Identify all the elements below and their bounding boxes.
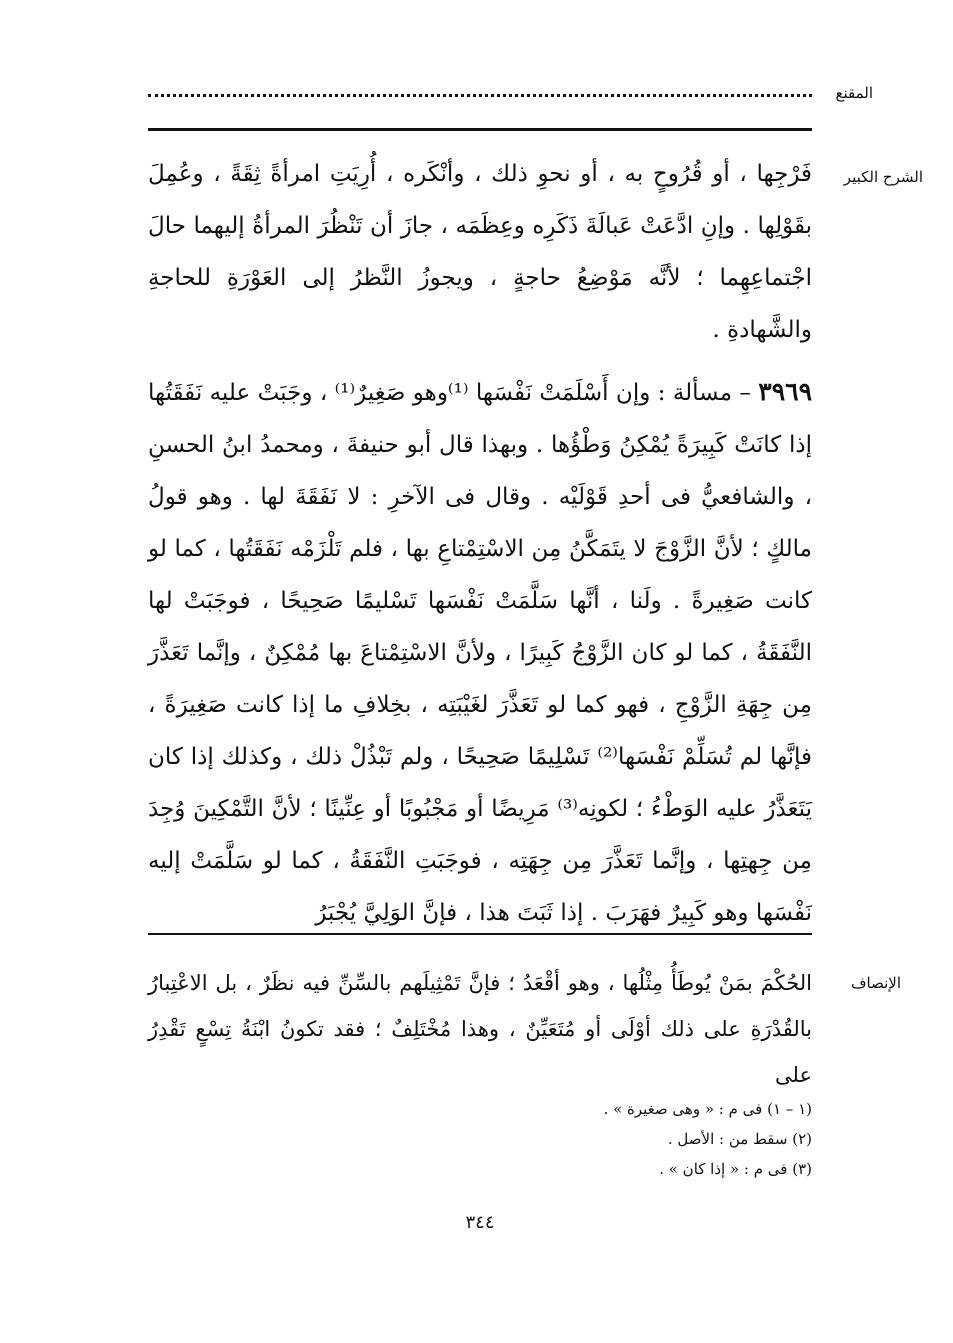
footnotes xyxy=(604,1094,812,1184)
footnote-1: (١ – ١) فى م : « وهى صغيرة » . xyxy=(603,1100,812,1118)
issue-number: ٣٩٦٩ xyxy=(758,377,813,406)
header-rule xyxy=(148,128,812,131)
main-paragraph-1: فَرْجِها ، أو قُرُوحٍ به ، أو نحوِ ذلك ، وأنْكَره ، أُرِيَتِ امرأةً ثِقَةً ، وعُمِلَ بقَوْلِها . وإنِ ادَّعَتْ عَبالَةَ ذَكَرِه وعِظَمَه ، جازَ أن تَنْظُرَ المرأةُ إليهما حالَ اجْتماعِهِما ؛ لأنَّه مَوْضِعُ حاجةٍ ، ويجوزُ النَّظرُ إلى العَوْرَةِ للحاجةِ والشَّهادةِ . xyxy=(148,161,812,343)
footnote-2: (٢) سقط من : الأصل . xyxy=(667,1130,812,1148)
running-header-title: المقنع xyxy=(835,84,873,102)
main-text-block xyxy=(148,148,812,939)
header-dotted-line xyxy=(148,94,812,97)
section-divider xyxy=(148,933,812,935)
main-paragraph-2 xyxy=(148,366,812,939)
sharh-section-label: الشرح الكبير xyxy=(843,168,923,186)
page-number: ٣٤٤ xyxy=(465,1212,495,1233)
insaf-section-label: الإنصاف xyxy=(850,974,901,992)
insaf-text-block: الحُكْمَ بمَنْ يُوطَأُ مِثْلُها ، وهو أقْعَدُ ؛ فإنَّ تَمْثِيلَهم بالسِّنِّ فيه نظَرٌ ، بل الاعْتِبارُ بالقُدْرَةِ على ذلك أوْلَى أو مُتَعَيِّنٌ ، وهذا مُخْتَلِفٌ ؛ فقد تكونُ ابْنَةُ تِسْعٍ تَقْدِرُ على xyxy=(148,971,812,1087)
issue-text: – مسألة : وإن أَسْلَمَتْ نَفْسَها ⁽¹⁾وهو صَغِيرٌ⁽¹⁾ ، وجَبَتْ عليه نَفَقَتُها إذا كانَتْ كَبِيرَةً يُمْكِنُ وَطْؤُها . وبهذا قال أبو حنيفةَ ، ومحمدُ ابنُ الحسنِ ، والشافعيُّ فى أحدِ قَوْلَيْه . وقال فى الآخرِ : لا نَفَقَةَ لها . وهو قولُ مالكٍ ؛ لأنَّ الزَّوْجَ لا يتَمَكَّنُ مِن الاسْتِمْتاعِ بها ، فلم تَلْزَمْه نَفَقَتُها ، كما لو كانت صَغِيرةً . ولَنا ، أنَّها سَلَّمَتْ نَفْسَها تَسْليمًا صَحِيحًا ، فوجَبَتْ لها النَّفَقَةُ ، كما لو كان الزَّوْجُ كَبِيرًا ، ولأنَّ الاسْتِمْتاعَ بها مُمْكِنٌ ، وإنَّما تَعَذَّرَ مِن جِهَةِ الزَّوْجِ ، فهو كما لو تَعَذَّرَ لغَيْبَتِه ، بخِلافِ ما إذا كانت صَغِيرَةً ، فإنَّها لم تُسَلِّمْ نَفْسَها⁽²⁾ تَسْلِيمًا صَحِيحًا ، ولم تَبْذُلْ ذلك ، وكذلك إذا كان يَتَعَذَّرُ عليه الوَطْءُ ؛ لكونِه⁽³⁾ مَرِيضًا أو مَجْبُوبًا أو عِنِّينًا ؛ لأنَّ التَّمْكِينَ وُجِدَ مِن جِهتِها ، وإنَّما تَعَذَّرَ مِن جِهَتِه ، فوجَبَتِ النَّفَقَةُ ، كما لو سَلَّمَتْ إليه نَفْسَها وهو كَبِيرٌ فهَرَبَ . إذا ثَبَتَ هذا ، فإنَّ الوَلِيَّ يُجْبَرُ xyxy=(148,380,812,926)
footnote-3: (٣) فى م : « إذا كان » . xyxy=(659,1160,812,1178)
